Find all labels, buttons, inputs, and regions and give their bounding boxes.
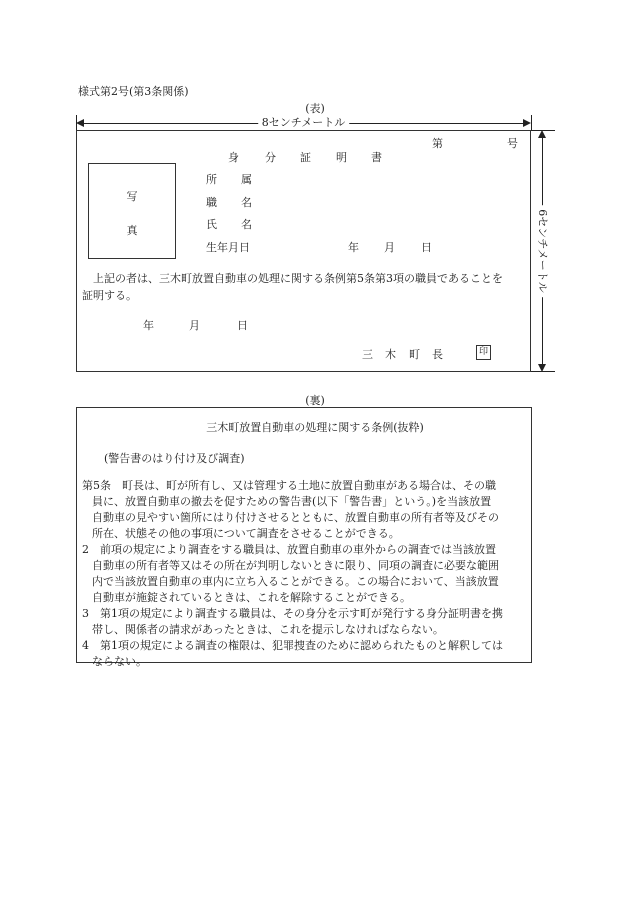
height-dimension-label: 6センチメートル [536,205,548,297]
card-title-char-4: 明 [336,151,347,164]
front-face-label: (表) [305,102,325,115]
card-title-char-5: 書 [371,151,382,164]
issue-date-day: 日 [237,319,248,332]
birthdate-day: 日 [421,241,432,254]
arrow-up-icon [538,130,546,138]
field-position-char-1: 職 [206,196,217,209]
field-affiliation-char-2: 属 [241,173,252,186]
article5-para3-line-2: 帯し、関係者の請求があったときは、これを提示しなければならない。 [92,623,444,636]
birthdate-year: 年 [348,241,359,254]
form-number-label: 様式第2号(第3条関係) [78,85,189,98]
article5-line-3: 自動車の見やすい箇所にはり付けさせるとともに、放置自動車の所有者等及びその [92,511,499,524]
back-face-label: (裏) [305,394,325,407]
article5-line-1: 第5条 町長は、町が所有し、又は管理する土地に放置自動車がある場合は、その職 [82,479,496,492]
photo-label-char-1: 写 [126,190,138,203]
birthdate-month: 月 [384,241,395,254]
article5-para4-line-2: ならない。 [92,655,147,668]
article5-para2-line-2: 自動車の所有者等又はその所在が判明しないときに限り、同項の調査に必要な範囲 [92,559,499,572]
width-dimension-right-tick [531,115,532,131]
arrow-right-icon [523,119,531,127]
card-title-char-3: 証 [300,151,311,164]
height-dimension [536,130,548,372]
issuer-char-2: 木 [385,348,396,361]
seal-icon: 印 [476,345,491,360]
article5-para2-line-3: 内で当該放置自動車の車内に立ち入ることができる。この場合において、当該放置 [92,575,499,588]
article5-para3-line-1: 3 第1項の規定により調査する職員は、その身分を示す町が発行する身分証明書を携 [82,607,503,620]
field-affiliation-char-1: 所 [206,173,217,186]
issuer-char-3: 町 [409,348,420,361]
field-name-char-2: 名 [241,218,252,231]
photo-area [88,163,176,259]
issuer-char-1: 三 [362,348,373,361]
card-title-char-1: 身 [228,151,239,164]
card-title-char-2: 分 [265,151,276,164]
article5-line-2: 員に、放置自動車の撤去を促すための警告書(以下「警告書」という。)を当該放置 [92,495,492,508]
number-label-dai: 第 [432,137,443,150]
ordinance-article-heading: (警告書のはり付け及び調査) [104,452,245,465]
field-name-char-1: 氏 [206,218,217,231]
width-dimension [76,118,531,128]
field-position-char-2: 名 [241,196,252,209]
field-birthdate-label: 生年月日 [206,241,250,254]
article5-para2-line-4: 自動車が施錠されているときは、これを解除することができる。 [92,591,411,604]
ordinance-excerpt-title: 三木町放置自動車の処理に関する条例(抜粋) [206,421,424,434]
issuer-char-4: 長 [432,348,443,361]
issue-date-year: 年 [143,319,154,332]
certification-statement-line-1: 上記の者は、三木町放置自動車の処理に関する条例第5条第3項の職員であることを [93,272,503,285]
article5-para4-line-1: 4 第1項の規定による調査の権限は、犯罪捜査のために認められたものと解釈しては [82,639,503,652]
arrow-left-icon [76,119,84,127]
certification-statement-line-2: 証明する。 [82,289,137,302]
arrow-down-icon [538,364,546,372]
article5-line-4: 所在、状態その他の事項について調査をさせることができる。 [92,527,400,540]
width-dimension-label: 8センチメートル [258,116,350,130]
article5-para2-line-1: 2 前項の規定により調査をする職員は、放置自動車の車外からの調査では当該放置 [82,543,496,556]
photo-label-char-2: 真 [126,224,138,237]
number-label-go: 号 [507,137,518,150]
issue-date-month: 月 [189,319,200,332]
